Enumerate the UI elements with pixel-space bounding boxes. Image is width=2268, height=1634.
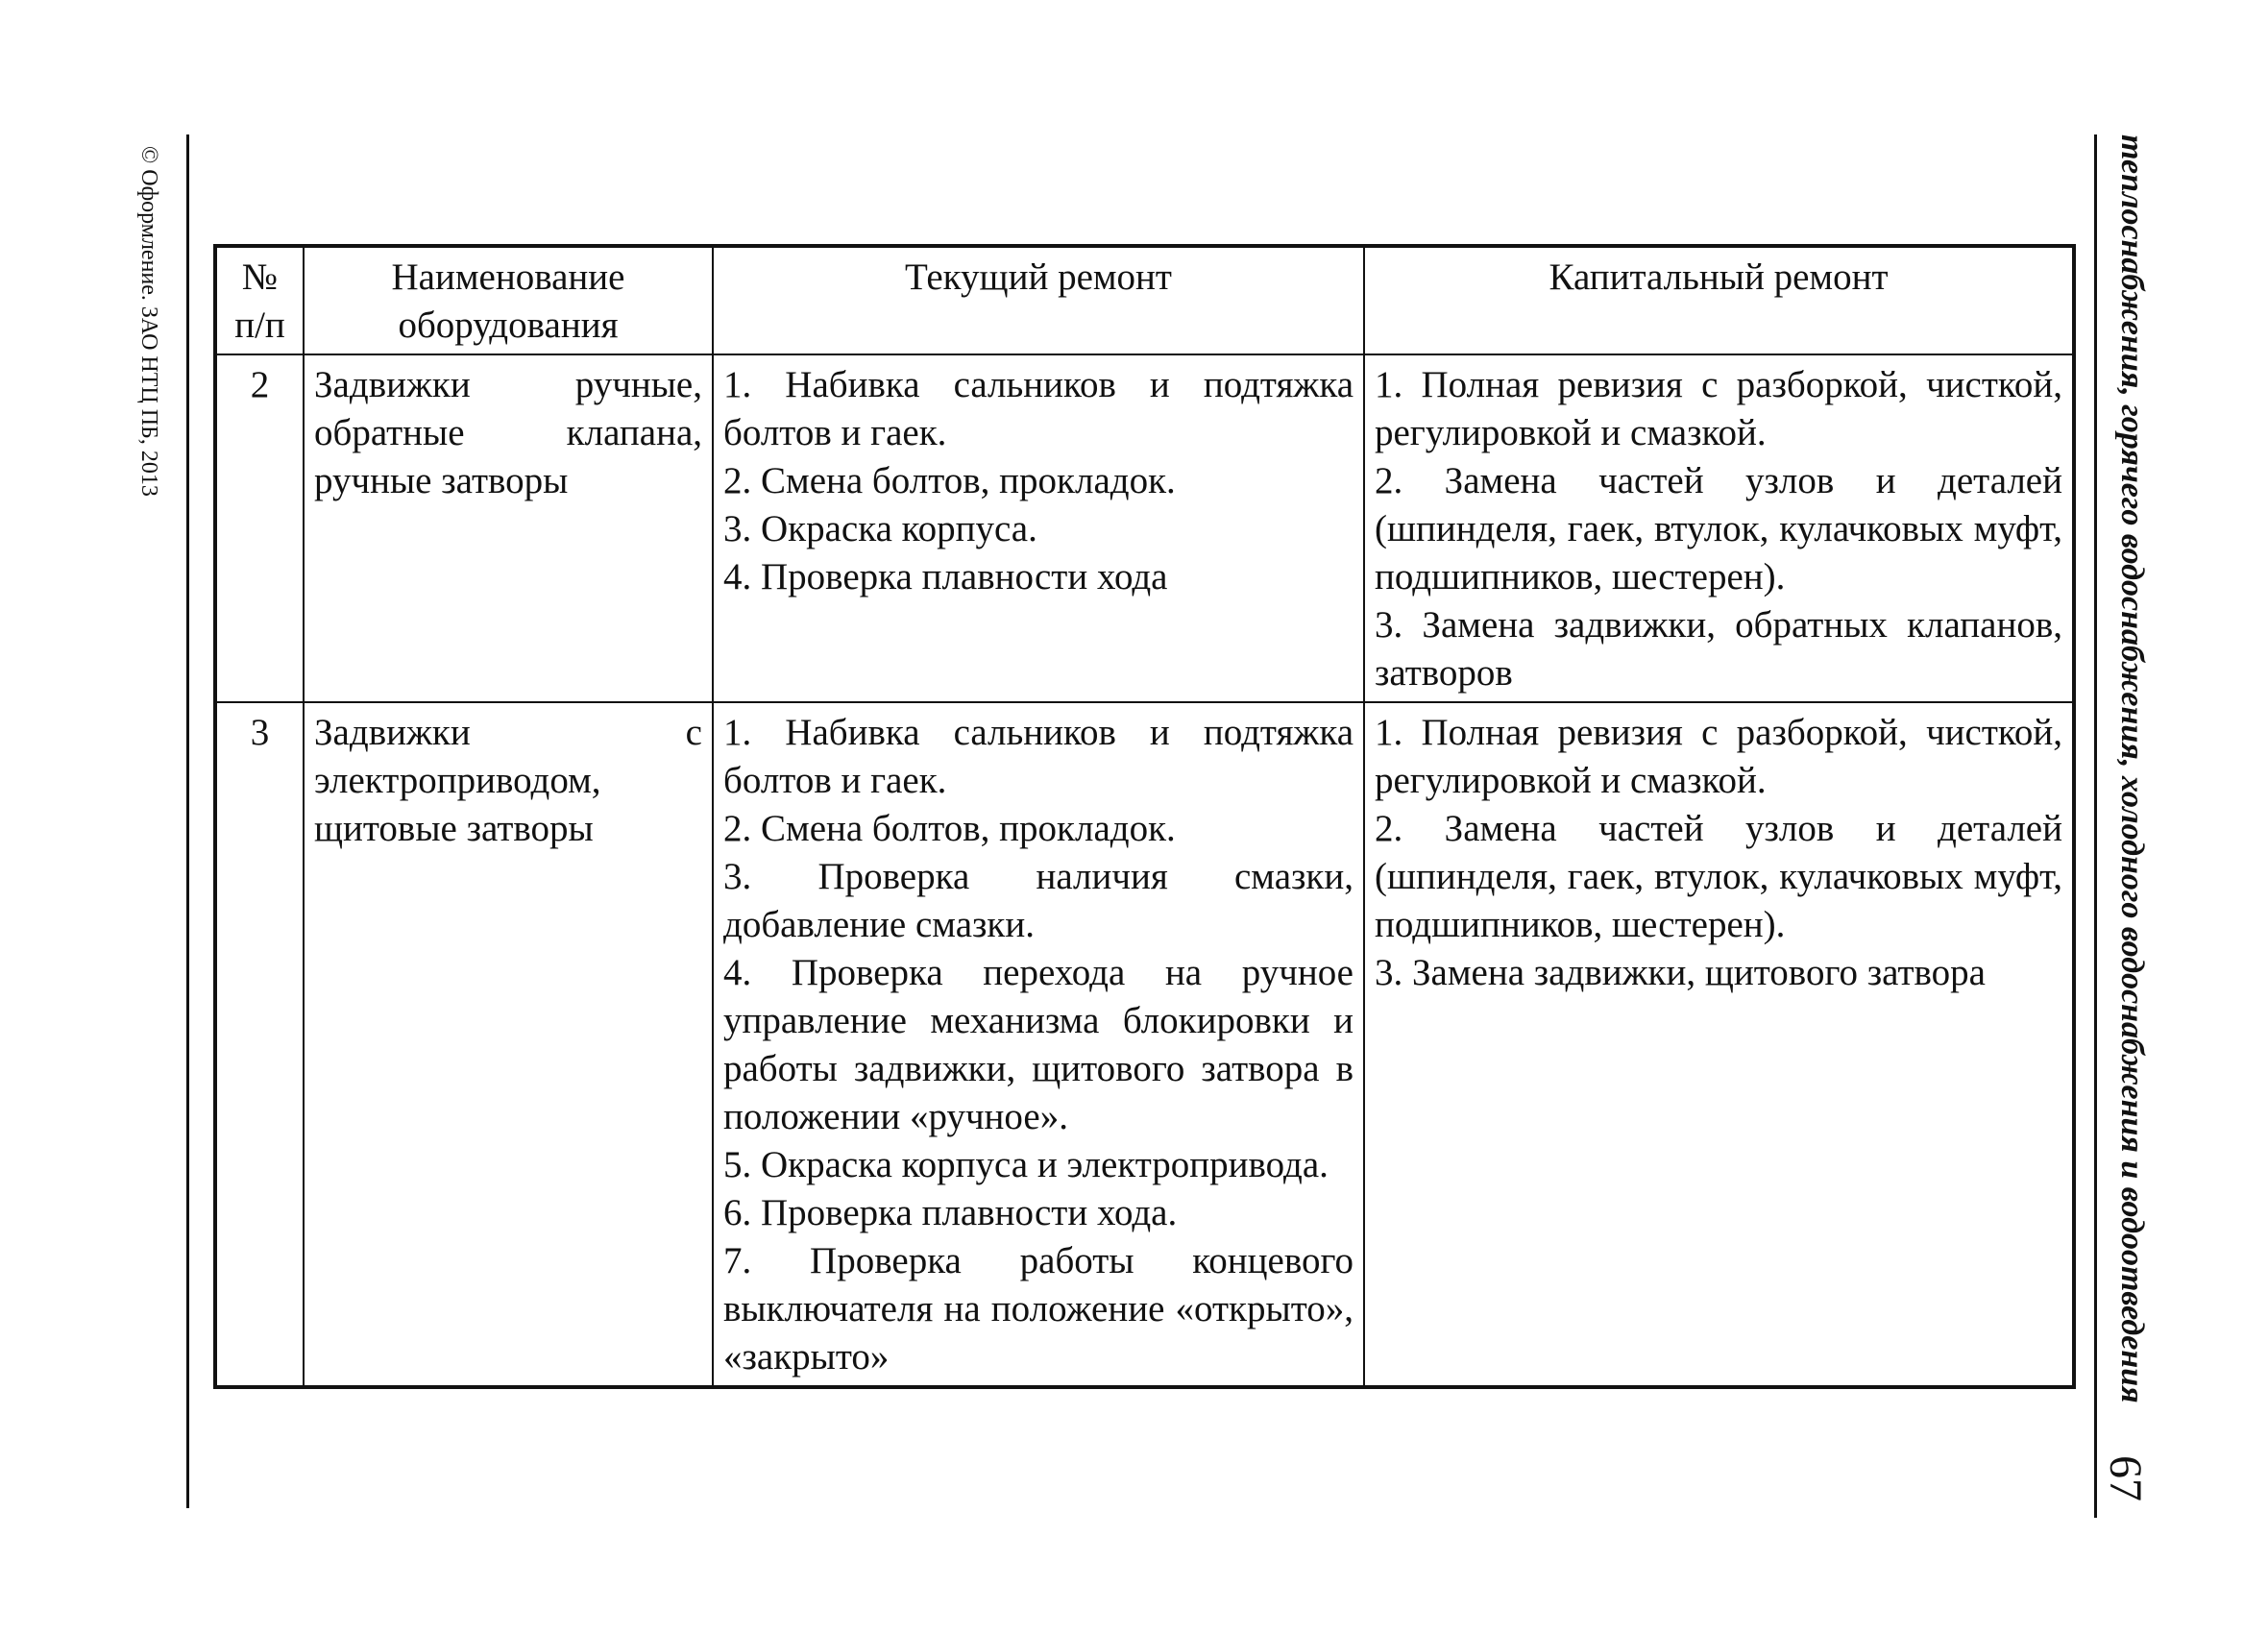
equipment-name-text: Задвижки ручные, обратные клапана, ручные затворы bbox=[314, 364, 702, 501]
left-margin-rule bbox=[186, 134, 189, 1508]
current-repair-cell bbox=[713, 702, 1364, 1387]
table-header-row bbox=[215, 246, 2074, 354]
current-repair-item: 1. Набивка сальников и подтяжка болтов и гаек. bbox=[723, 364, 1353, 453]
row-number: 3 bbox=[215, 702, 304, 1387]
running-title: теплоснабжения, горячего водоснабжения, холодного водоснабжения и водоотведения bbox=[2114, 134, 2150, 1403]
capital-repair-cell bbox=[1364, 702, 2074, 1387]
current-repair-item: 2. Смена болтов, прокладок. bbox=[723, 460, 1176, 501]
header-capital-repair: Капитальный ремонт bbox=[1364, 246, 2074, 354]
right-margin-rule bbox=[2094, 134, 2097, 1518]
copyright-notice: © Оформление. ЗАО НТЦ ПБ, 2013 bbox=[136, 146, 161, 497]
capital-repair-item: 3. Замена задвижки, обратных клапанов, затворов bbox=[1375, 604, 2062, 694]
repair-table bbox=[213, 244, 2076, 1389]
current-repair-item: 7. Проверка работы концевого выключателя на положение «открыто», «закрыто» bbox=[723, 1240, 1353, 1378]
current-repair-item: 3. Окраска корпуса. bbox=[723, 508, 1037, 549]
table-row bbox=[215, 354, 2074, 702]
equipment-name bbox=[304, 354, 713, 702]
current-repair-item: 4. Проверка перехода на ручное управление механизма блокировки и работы задвижки, щитового затвора в положении «ручное». bbox=[723, 952, 1353, 1137]
current-repair-item: 4. Проверка плавности хода bbox=[723, 556, 1168, 598]
capital-repair-item: 2. Замена частей узлов и деталей (шпинделя, гаек, втулок, кулачковых муфт, подшипников, шестерен). bbox=[1375, 808, 2062, 945]
capital-repair-cell bbox=[1364, 354, 2074, 702]
header-num: № п/п bbox=[215, 246, 304, 354]
page-number: 67 bbox=[2100, 1455, 2151, 1501]
header-current-repair: Текущий ремонт bbox=[713, 246, 1364, 354]
capital-repair-item: 1. Полная ревизия с разборкой, чисткой, регулировкой и смазкой. bbox=[1375, 364, 2062, 453]
current-repair-item: 5. Окраска корпуса и электропривода. bbox=[723, 1144, 1329, 1185]
current-repair-cell bbox=[713, 354, 1364, 702]
current-repair-item: 6. Проверка плавности хода. bbox=[723, 1192, 1178, 1233]
current-repair-item: 3. Проверка наличия смазки, добавление смазки. bbox=[723, 856, 1353, 945]
capital-repair-item: 2. Замена частей узлов и деталей (шпинделя, гаек, втулок, кулачковых муфт, подшипников, шестерен). bbox=[1375, 460, 2062, 598]
row-number: 2 bbox=[215, 354, 304, 702]
equipment-name-text: Задвижки с электроприводом, щитовые затворы bbox=[314, 712, 702, 849]
current-repair-item: 1. Набивка сальников и подтяжка болтов и гаек. bbox=[723, 712, 1353, 801]
capital-repair-item: 1. Полная ревизия с разборкой, чисткой, регулировкой и смазкой. bbox=[1375, 712, 2062, 801]
current-repair-item: 2. Смена болтов, прокладок. bbox=[723, 808, 1176, 849]
header-name: Наименование оборудования bbox=[304, 246, 713, 354]
table-row bbox=[215, 702, 2074, 1387]
equipment-name bbox=[304, 702, 713, 1387]
capital-repair-item: 3. Замена задвижки, щитового затвора bbox=[1375, 952, 1986, 993]
